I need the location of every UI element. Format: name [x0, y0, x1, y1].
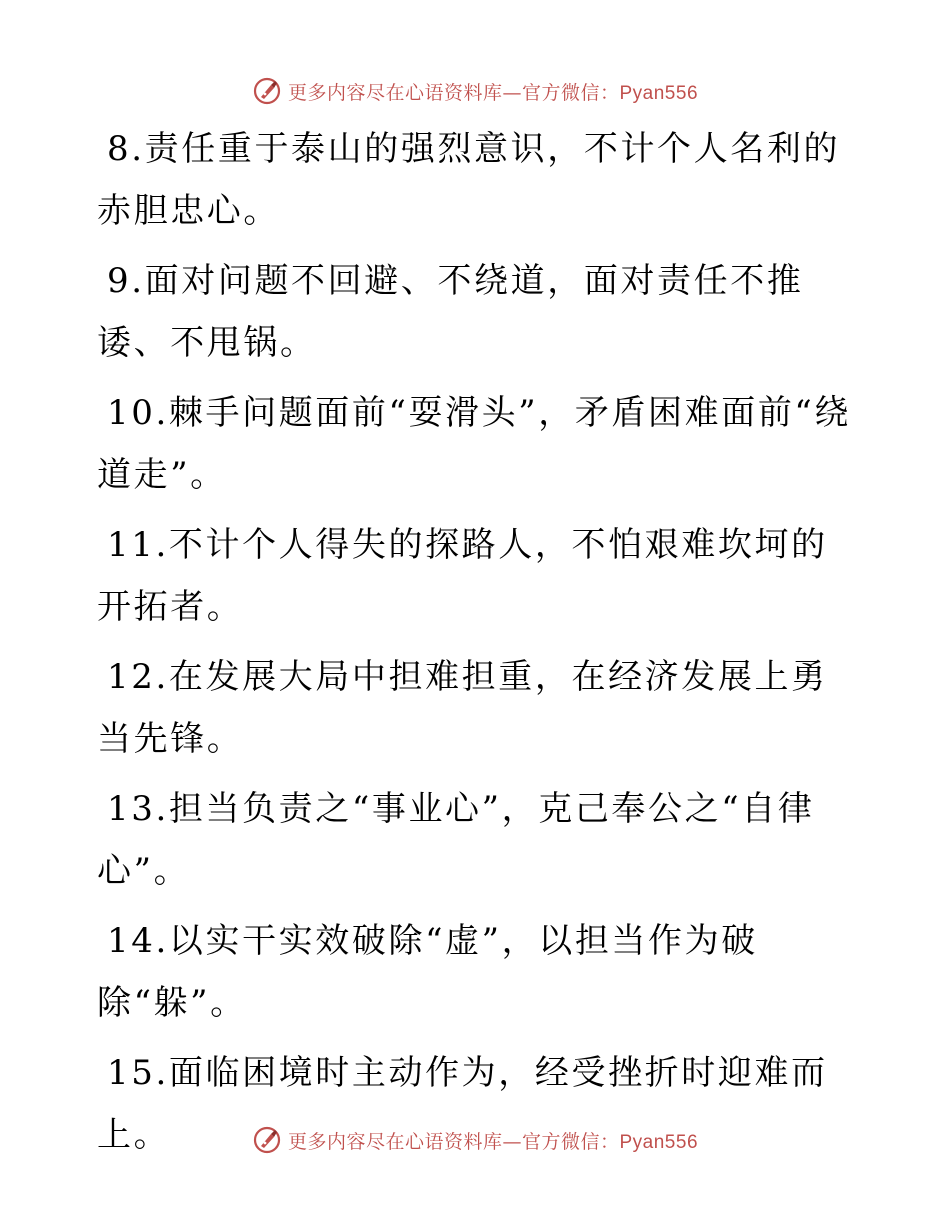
- document-body: [97, 118, 857, 1174]
- list-item: 9.面对问题不回避、不绕道，面对责任不推诿、不甩锅。: [97, 261, 804, 363]
- header-watermark: [0, 71, 950, 111]
- list-item: 15.面临困境时主动作为，经受挫折时迎难而上。: [97, 1053, 828, 1155]
- watermark-text: [288, 78, 698, 105]
- list-item: 8.责任重于泰山的强烈意识，不计个人名利的赤胆忠心。: [97, 129, 841, 231]
- fountain-pen-logo-icon: [252, 76, 282, 106]
- watermark-label: 更多内容尽在心语资料库—官方微信：: [287, 1130, 620, 1153]
- list-item: 10.棘手问题面前“耍滑头”，矛盾困难面前“绕道走”。: [97, 393, 852, 495]
- watermark-text: [288, 1127, 698, 1154]
- watermark-handle: Pyan556: [619, 1131, 699, 1153]
- list-item: 11.不计个人得失的探路人，不怕艰难坎坷的开拓者。: [97, 525, 828, 627]
- list-item: 12.在发展大局中担难担重，在经济发展上勇当先锋。: [97, 657, 828, 759]
- watermark-label: 更多内容尽在心语资料库—官方微信：: [287, 81, 620, 104]
- footer-watermark: [0, 1120, 950, 1160]
- watermark-handle: Pyan556: [619, 82, 699, 104]
- list-item: 14.以实干实效破除“虚”，以担当作为破除“躲”。: [97, 921, 758, 1023]
- list-item: 13.担当负责之“事业心”，克己奉公之“自律心”。: [97, 789, 815, 891]
- fountain-pen-logo-icon: [252, 1125, 282, 1155]
